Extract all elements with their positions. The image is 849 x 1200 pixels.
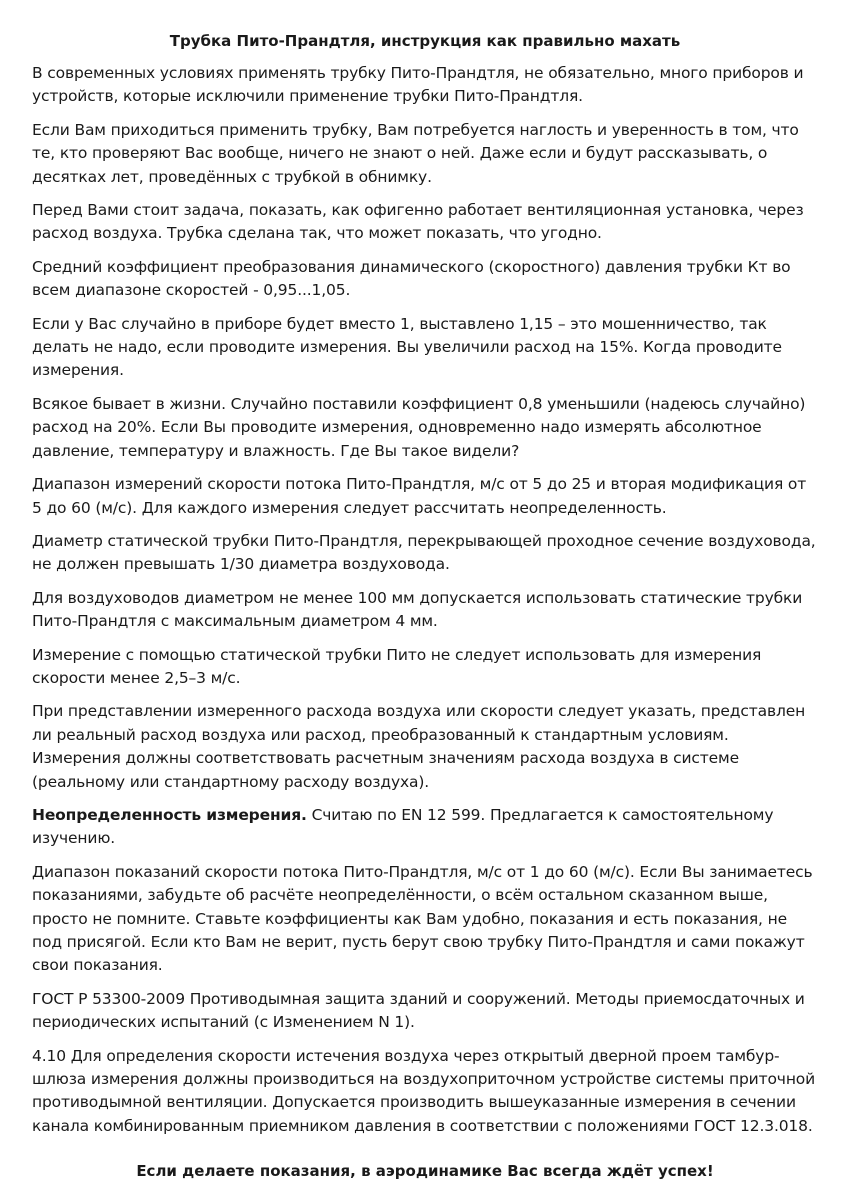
paragraph: Диапазон показаний скорости потока Пито-Прандтля, м/с от 1 до 60 (м/с). Если Вы занимаетесь показаниями, забудьте об расчёте неопределённости, о всём остальном сказанном выше, просто не помните. Ставьте коэффициенты как Вам удобно, показания и есть показания, не под присягой. Если кто Вам не верит, пусть берут свою трубку Пито-Прандтля и сами покажут свои показания. — [32, 862, 813, 975]
paragraph: Если Вам приходиться применить трубку, Вам потребуется наглость и уверенность в том, что те, кто проверяют Вас вообще, ничего не знают о ней. Даже если и будут рассказывать, о десятках лет, проведённых с трубкой в обнимку. — [32, 120, 799, 186]
paragraph: 4.10 Для определения скорости истечения воздуха через открытый дверной проем тамбур-шлюза измерения должны производиться на воздухоприточном устройстве системы приточной противодымной вентиляции. Допускается производить вышеуказанные измерения в сечении канала комбинированным приемником давления в соответствии с положениями ГОСТ 12.3.018. — [32, 1046, 816, 1135]
uncertainty-text: Считаю по EN 12 599. Предлагается к самостоятельному изучению. — [32, 805, 774, 848]
paragraph: При представлении измеренного расхода воздуха или скорости следует указать, представлен ли реальный расход воздуха или расход, преобразованный к стандартным условиям. Измерения должны соответствовать расчетным значениям расхода воздуха в системе (реальному или стандартному расходу воздуха). — [32, 702, 806, 791]
closing-line: Если делаете показания, в аэродинамике Вас всегда ждёт успех! — [136, 1162, 714, 1181]
uncertainty-heading: Неопределенность измерения. — [32, 805, 307, 824]
uncertainty-paragraph — [32, 804, 818, 851]
paragraph: Всякое бывает в жизни. Случайно поставили коэффициент 0,8 уменьшили (надеюсь случайно) расход на 20%. Если Вы проводите измерения, одновременно надо измерять абсолютное давление, температуру и влажность. Где Вы такое видели? — [32, 394, 806, 460]
paragraph: ГОСТ Р 53300-2009 Противодымная защита зданий и сооружений. Методы приемосдаточных и периодических испытаний (с Изменением N 1). — [32, 989, 805, 1032]
paragraph: Для воздуховодов диаметром не менее 100 мм допускается использовать статические трубки Пито-Прандтля с максимальным диаметром 4 мм. — [32, 588, 803, 631]
paragraph: Диаметр статической трубки Пито-Прандтля, перекрывающей проходное сечение воздуховода, не должен превышать 1/30 диаметра воздуховода. — [32, 531, 816, 574]
document-page — [32, 30, 818, 1182]
paragraph: В современных условиях применять трубку Пито-Прандтля, не обязательно, много приборов и устройств, которые исключили применение трубки Пито-Прандтля. — [32, 64, 804, 106]
paragraph: Средний коэффициент преобразования динамического (скоростного) давления трубки Кт во всем диапазоне скоростей - 0,95...1,05. — [32, 257, 791, 300]
paragraph: Диапазон измерений скорости потока Пито-Прандтля, м/с от 5 до 25 и вторая модификация от 5 до 60 (м/с). Для каждого измерения следует рассчитать неопределенность. — [32, 475, 807, 517]
paragraph: Если у Вас случайно в приборе будет вместо 1, выставлено 1,15 – это мошенничество, так делать не надо, если проводите измерения. Вы увеличили расход на 15%. Когда проводите измерения. — [32, 314, 782, 380]
paragraph: Измерение с помощью статической трубки Пито не следует использовать для измерения скорости менее 2,5–3 м/с. — [32, 645, 762, 687]
paragraph: Перед Вами стоит задача, показать, как офигенно работает вентиляционная установка, через расход воздуха. Трубка сделана так, что может показать, что угодно. — [32, 201, 804, 243]
document-title: Трубка Пито-Прандтля, инструкция как правильно махать — [169, 32, 681, 50]
